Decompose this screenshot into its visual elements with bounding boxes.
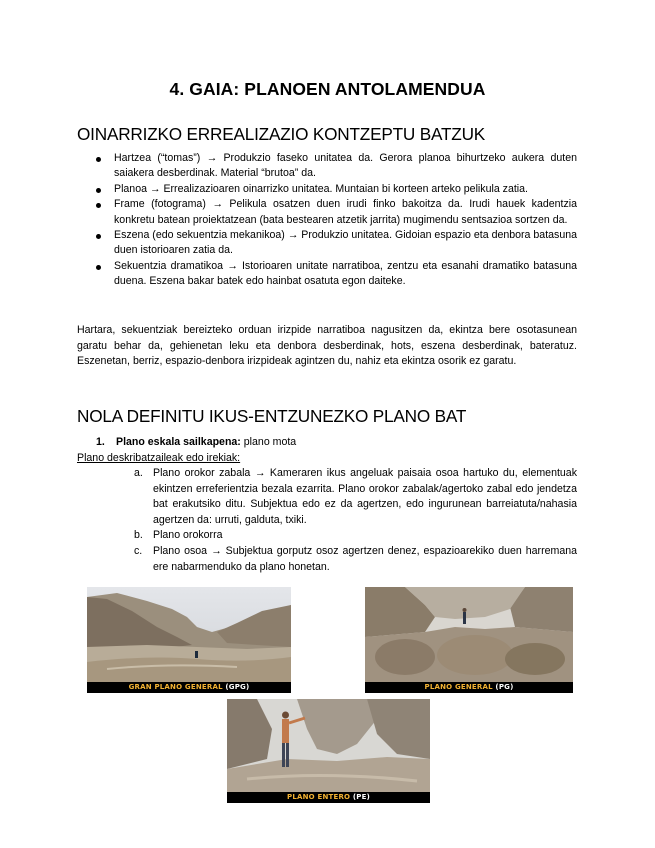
item-text: Plano osoa → Subjektua gorputz osoz agertzen denez, espazioarekiko duen harremana ere nabarmenduko da plano honetan. <box>153 544 577 573</box>
bullet-item: Eszena (edo sekuentzia mekanikoa) → Produkzio unitatea. Gidoian espazio eta denbora batasuna duen istorioaren zatia da. <box>77 228 577 259</box>
item-text: plano mota <box>240 436 297 448</box>
canyon-landscape-photo <box>87 587 291 682</box>
body-paragraph: Hartara, sekuentziak bereizteko orduan irizpide narratiboa nagusitzen da, ekintza bere osotasunean garatu behar da, gehienetan leku eta denbora desberdinak, hots, eszena desberdinak, bateratuz. Eszenetan, berriz, espazio-denbora irizpideak agintzen du, nahiz eta ekintza osorik ez garatu. <box>77 324 577 368</box>
bullet-item: Planoa → Errealizazioaren oinarrizko unitatea. Muntaian bi korteen arteko pelikula zatia. <box>77 182 577 197</box>
person-canyon-photo <box>227 699 430 792</box>
section-heading-plano: NOLA DEFINITU IKUS-ENTZUNEZKO PLANO BAT <box>77 406 467 426</box>
bullet-item: Frame (fotograma) → Pelikula osatzen duen irudi finko bakoitza da. Irudi hauek kadentzia konkretu batean proiektatzean (bata bestearen atzetik jarrita) mugimendu sentsazioa sortzen da. <box>77 197 577 228</box>
page-title: 4. GAIA: PLANOEN ANTOLAMENDUA <box>169 79 486 99</box>
bullet-dot-icon <box>96 188 101 193</box>
sublist-label: Plano deskribatzaileak edo irekiak: <box>77 452 241 464</box>
numbered-item <box>96 435 296 450</box>
item-label: Plano eskala sailkapena: <box>116 436 241 448</box>
plano-entero-image <box>227 699 430 803</box>
image-caption: PLANO GENERAL (PG) <box>365 682 573 693</box>
item-letter: a. <box>134 467 143 479</box>
list-item <box>134 528 577 544</box>
item-text: Plano orokorra <box>153 529 223 542</box>
rocks-landscape-photo <box>365 587 573 682</box>
section-heading-concepts: OINARRIZKO ERREALIZAZIO KONTZEPTU BATZUK <box>77 124 486 144</box>
bullet-dot-icon <box>96 203 101 208</box>
bullet-dot-icon <box>96 157 101 162</box>
gran-plano-general-image <box>87 587 291 693</box>
item-letter: c. <box>134 544 143 557</box>
image-caption: PLANO ENTERO (PE) <box>227 792 430 803</box>
concept-bullet-list <box>77 151 577 290</box>
image-caption: GRAN PLANO GENERAL (GPG) <box>87 682 291 693</box>
bullet-item: Sekuentzia dramatikoa → Istorioaren unitate narratiboa, zentzu eta esanahi dramatiko batasuna duena. Eszena bakar batek edo hainbat osatuta egon daiteke. <box>77 259 577 290</box>
list-item <box>134 466 577 528</box>
item-text: Plano orokor zabala → Kameraren ikus angeluak paisaia osoa hartuko du, elementuak ekintzen erreferientzia bezala ezarrita. Plano orokor zabalak/agertoko zabal edo jendetza bat erakutsiko ditu. Subjektua edo ez da agertzen, edo ingurunean barreiatuta/nahasia agertzen da: urruti, galduta, txiki. <box>153 467 577 526</box>
list-item <box>134 544 577 575</box>
bullet-item: Hartzea (“tomas”) → Produkzio faseko unitatea da. Gerora planoa bihurtzeko aukera duten saiakera desberdinak. Material “brutoa” da. <box>77 151 577 182</box>
plano-general-image <box>365 587 573 693</box>
item-number: 1. <box>96 436 105 448</box>
bullet-dot-icon <box>96 234 101 239</box>
plano-type-list <box>134 466 577 575</box>
bullet-dot-icon <box>96 265 101 270</box>
item-letter: b. <box>134 529 143 542</box>
